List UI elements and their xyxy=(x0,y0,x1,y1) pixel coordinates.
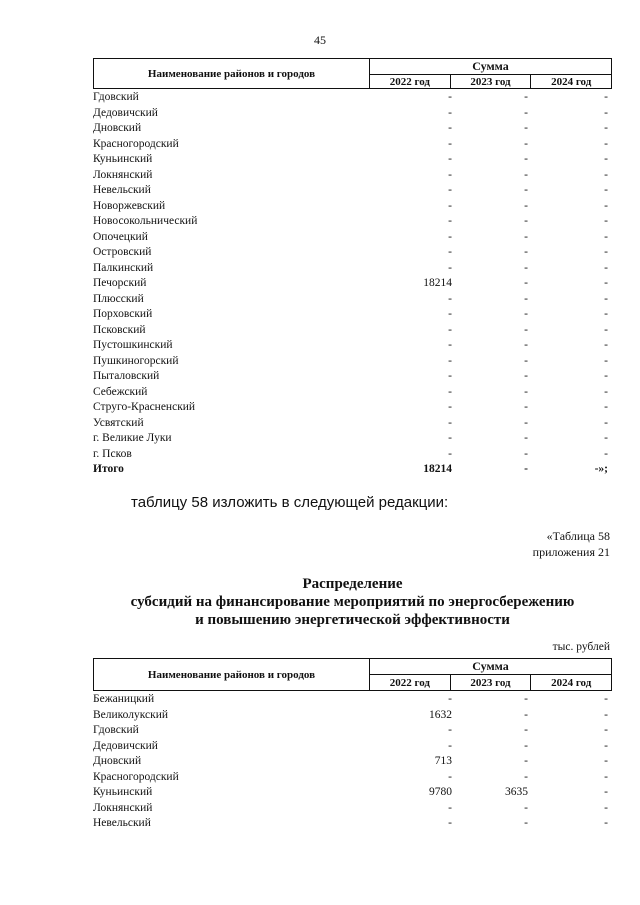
row-name: Красногородский xyxy=(93,137,179,150)
row-value-2023: - xyxy=(524,724,528,736)
row-value-2022: - xyxy=(448,432,452,444)
row-value-2024: - xyxy=(604,308,608,320)
row-value-2024: - xyxy=(604,354,608,367)
row-name: г. Псков xyxy=(93,447,132,460)
row-value-2023: - xyxy=(524,354,528,367)
row-name: Красногородский xyxy=(93,770,179,783)
table1-header xyxy=(93,58,612,89)
row-value-2022: - xyxy=(448,168,452,181)
row-value-2022: - xyxy=(448,91,452,103)
table-row xyxy=(93,292,612,308)
row-value-2024: - xyxy=(604,817,608,829)
table-row xyxy=(93,261,612,277)
row-value-2023: - xyxy=(524,230,528,243)
table-row xyxy=(93,121,612,137)
table-row xyxy=(93,785,612,801)
table-ref-line1: «Таблица 58 xyxy=(546,529,610,543)
row-value-2022: 713 xyxy=(434,755,452,767)
row-value-2024: - xyxy=(604,91,608,103)
row-name: Усвятский xyxy=(93,416,144,429)
row-value-2024: - xyxy=(604,739,608,752)
row-name: Печорский xyxy=(93,277,147,289)
title-line2: субсидий на финансирование мероприятий по энергосбережению xyxy=(130,594,575,610)
row-value-2023: - xyxy=(524,432,528,444)
table-row xyxy=(93,770,612,786)
row-value-2022: - xyxy=(448,323,452,336)
row-value-2024: - xyxy=(604,693,608,705)
table-row xyxy=(93,183,612,199)
table1-year-2022: 2022 год xyxy=(389,75,430,88)
row-value-2023: - xyxy=(524,261,528,274)
row-value-2024: - xyxy=(604,786,608,798)
row-value-2024: - xyxy=(604,385,608,398)
table2-sum-block xyxy=(370,659,611,690)
table-row xyxy=(93,431,612,447)
row-value-2023: - xyxy=(524,817,528,829)
row-name: Новоржевский xyxy=(93,199,166,212)
row-value-2024: - xyxy=(604,432,608,444)
title-line3: и повышению энергетической эффективности xyxy=(195,612,510,628)
table-row xyxy=(93,801,612,817)
row-value-2022: - xyxy=(448,137,452,150)
row-value-2024: - xyxy=(604,416,608,429)
row-value-2023: - xyxy=(524,168,528,181)
row-name: Порховский xyxy=(93,308,153,320)
table-row xyxy=(93,338,612,354)
row-value-2024: - xyxy=(604,153,608,165)
units-label: тыс. рублей xyxy=(552,641,610,653)
row-value-2024: - xyxy=(604,323,608,336)
table-row xyxy=(93,137,612,153)
row-value-2024: - xyxy=(604,770,608,783)
row-name: Великолукский xyxy=(93,708,169,721)
row-value-2024: - xyxy=(604,215,608,227)
table1-sum-block xyxy=(370,59,611,88)
row-value-2024: - xyxy=(604,724,608,736)
row-value-2023: - xyxy=(524,137,528,150)
row-value-2024: - xyxy=(604,708,608,721)
row-value-2022: - xyxy=(448,447,452,460)
row-value-2024: - xyxy=(604,801,608,814)
row-value-2023: - xyxy=(524,801,528,814)
row-name: Гдовский xyxy=(93,91,139,103)
table-row xyxy=(93,723,612,739)
table-row xyxy=(93,106,612,122)
row-name: Пыталовский xyxy=(93,370,160,382)
row-name: Плюсский xyxy=(93,292,144,305)
row-name: Локнянский xyxy=(93,168,153,181)
table2-body xyxy=(93,692,612,832)
table2-year-2023: 2023 год xyxy=(450,675,531,690)
row-value-2022: - xyxy=(448,230,452,243)
table2-years xyxy=(370,675,611,690)
row-name: Дедовичский xyxy=(93,739,158,752)
row-value-2022: 1632 xyxy=(429,708,452,721)
table-row xyxy=(93,199,612,215)
row-value-2022: - xyxy=(448,739,452,752)
row-value-2023: - xyxy=(524,370,528,382)
table-ref-line2: приложения 21 xyxy=(532,545,610,559)
table-row xyxy=(93,245,612,261)
row-value-2024: - xyxy=(604,401,608,413)
row-value-2022: - xyxy=(448,724,452,736)
row-value-2023: - xyxy=(524,463,528,475)
row-value-2023: - xyxy=(524,184,528,196)
row-value-2022: - xyxy=(448,215,452,227)
row-value-2022: - xyxy=(448,339,452,351)
row-name: Куньинский xyxy=(93,786,153,798)
table-total-row xyxy=(93,462,612,478)
row-value-2023: - xyxy=(524,770,528,783)
row-value-2024: - xyxy=(604,370,608,382)
row-name: Гдовский xyxy=(93,724,139,736)
row-value-2022: - xyxy=(448,261,452,274)
row-value-2024: - xyxy=(604,261,608,274)
table-row xyxy=(93,214,612,230)
row-name: Пушкиногорский xyxy=(93,354,179,367)
row-value-2024: - xyxy=(604,292,608,305)
row-value-2024: - xyxy=(604,168,608,181)
row-value-2024: - xyxy=(604,246,608,258)
row-name: Палкинский xyxy=(93,261,154,274)
row-name: Бежаницкий xyxy=(93,693,155,705)
row-name: Дновский xyxy=(93,122,142,134)
row-value-2024: - xyxy=(604,199,608,212)
row-value-2022: 18214 xyxy=(423,463,452,475)
row-value-2022: - xyxy=(448,246,452,258)
table-row xyxy=(93,354,612,370)
row-value-2022: - xyxy=(448,401,452,413)
table-reference xyxy=(533,528,610,560)
row-value-2022: 9780 xyxy=(429,786,452,798)
title-line1: Распределение xyxy=(302,576,403,592)
row-name: Дновский xyxy=(93,755,142,767)
row-value-2023: - xyxy=(524,323,528,336)
row-value-2022: - xyxy=(448,416,452,429)
table-row xyxy=(93,754,612,770)
table-row xyxy=(93,276,612,292)
row-value-2024: - xyxy=(604,230,608,243)
table-row xyxy=(93,90,612,106)
instruction-text: таблицу 58 изложить в следующей редакции: xyxy=(131,494,449,511)
row-value-2024: - xyxy=(604,447,608,460)
row-value-2023: - xyxy=(524,416,528,429)
row-value-2023: - xyxy=(524,385,528,398)
row-name: Струго-Красненский xyxy=(93,401,196,413)
table2-header xyxy=(93,658,612,691)
row-value-2023: - xyxy=(524,91,528,103)
row-value-2024: - xyxy=(604,755,608,767)
row-name: Новосокольнический xyxy=(93,215,198,227)
table-row xyxy=(93,168,612,184)
row-name: Островский xyxy=(93,246,152,258)
row-name: Невельский xyxy=(93,817,151,829)
row-value-2023: - xyxy=(524,693,528,705)
row-value-2022: - xyxy=(448,817,452,829)
table-row xyxy=(93,369,612,385)
row-value-2024: - xyxy=(604,277,608,289)
table-row xyxy=(93,152,612,168)
row-value-2023: - xyxy=(524,122,528,134)
row-name: Дедовичский xyxy=(93,106,158,119)
table2-year-2024: 2024 год xyxy=(530,675,611,690)
table-row xyxy=(93,708,612,724)
row-value-2024: -»; xyxy=(594,463,608,475)
page-number: 45 xyxy=(314,33,326,47)
row-value-2022: - xyxy=(448,354,452,367)
row-name: Куньинский xyxy=(93,153,153,165)
row-value-2024: - xyxy=(604,106,608,119)
row-name: Псковский xyxy=(93,323,146,336)
table-row xyxy=(93,400,612,416)
row-value-2023: - xyxy=(524,708,528,721)
row-value-2023: - xyxy=(524,739,528,752)
row-value-2023: 3635 xyxy=(505,786,528,798)
row-value-2022: - xyxy=(448,308,452,320)
table-row xyxy=(93,739,612,755)
row-value-2023: - xyxy=(524,199,528,212)
table2-sum-header: Сумма xyxy=(370,659,611,675)
row-name: Пустошкинский xyxy=(93,339,173,351)
table-row xyxy=(93,230,612,246)
row-value-2023: - xyxy=(524,215,528,227)
row-name: Себежский xyxy=(93,385,148,398)
row-value-2022: - xyxy=(448,770,452,783)
row-value-2022: - xyxy=(448,106,452,119)
table-row xyxy=(93,385,612,401)
row-value-2022: - xyxy=(448,153,452,165)
row-value-2023: - xyxy=(524,106,528,119)
table2-name-col-header: Наименование районов и городов xyxy=(94,659,370,690)
row-value-2022: - xyxy=(448,693,452,705)
table2-year-2022: 2022 год xyxy=(389,676,430,689)
row-name: Опочецкий xyxy=(93,230,148,243)
row-value-2022: - xyxy=(448,292,452,305)
row-value-2023: - xyxy=(524,277,528,289)
table1-year-2023: 2023 год xyxy=(450,75,531,88)
row-value-2023: - xyxy=(524,401,528,413)
table1-sum-header: Сумма xyxy=(370,59,611,75)
row-value-2022: - xyxy=(448,385,452,398)
table1-years xyxy=(370,75,611,88)
table1-body xyxy=(93,90,612,478)
row-name: Итого xyxy=(93,463,124,475)
table1-name-col-header: Наименование районов и городов xyxy=(94,59,370,88)
row-value-2023: - xyxy=(524,339,528,351)
table1-year-2024: 2024 год xyxy=(530,75,611,88)
row-name: Локнянский xyxy=(93,801,153,814)
table-row xyxy=(93,323,612,339)
row-value-2024: - xyxy=(604,137,608,150)
table-row xyxy=(93,416,612,432)
row-value-2022: - xyxy=(448,184,452,196)
row-value-2022: - xyxy=(448,370,452,382)
row-value-2022: - xyxy=(448,801,452,814)
table-row xyxy=(93,692,612,708)
row-value-2023: - xyxy=(524,308,528,320)
row-name: Невельский xyxy=(93,184,151,196)
row-name: г. Великие Луки xyxy=(93,432,172,444)
row-value-2023: - xyxy=(524,755,528,767)
row-value-2022: - xyxy=(448,199,452,212)
row-value-2024: - xyxy=(604,184,608,196)
document-title xyxy=(0,575,640,629)
row-value-2024: - xyxy=(604,339,608,351)
row-value-2023: - xyxy=(524,447,528,460)
row-value-2023: - xyxy=(524,292,528,305)
row-value-2022: 18214 xyxy=(423,277,452,289)
row-value-2024: - xyxy=(604,122,608,134)
table-row xyxy=(93,447,612,463)
row-value-2023: - xyxy=(524,153,528,165)
table-row xyxy=(93,816,612,832)
row-value-2023: - xyxy=(524,246,528,258)
row-value-2022: - xyxy=(448,122,452,134)
table-row xyxy=(93,307,612,323)
